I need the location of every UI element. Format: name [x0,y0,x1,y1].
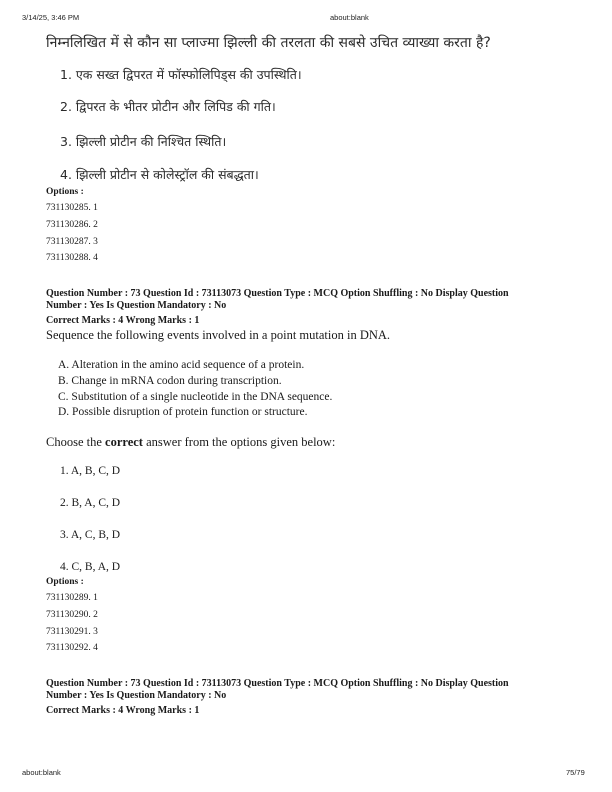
q1-choice-1: 1. एक सख्त द्विपरत में फॉस्फोलिपिड्स की उपस्थिति। [60,67,302,82]
q1-question: निम्नलिखित में से कौन सा प्लाज्मा झिल्ली की तरलता की सबसे उचित व्याख्या करता है? [46,35,491,51]
q2-choice-4: 4. C, B, A, D [60,561,121,573]
q1-option-id-3: 731130287. 3 [46,237,98,247]
q2-option-id-2: 731130290. 2 [46,610,98,620]
q2-choice-2: 2. B, A, C, D [60,497,121,509]
q1-choice-4: 4. झिल्ली प्रोटीन से कोलेस्ट्रॉल की संबद्धता। [60,167,259,182]
q2-option-id-4: 731130292. 4 [46,643,98,653]
print-title: about:blank [330,13,369,22]
q2-meta-line2: Number : Yes Is Question Mandatory : No [46,300,227,311]
footer-url: about:blank [22,768,61,777]
q2-marks: Correct Marks : 4 Wrong Marks : 1 [46,315,200,326]
q3-meta-line2: Number : Yes Is Question Mandatory : No [46,690,227,701]
q1-options-label: Options : [46,187,84,197]
q1-option-id-4: 731130288. 4 [46,253,98,263]
q2-options-label: Options : [46,577,84,587]
q1-option-id-2: 731130286. 2 [46,220,98,230]
q2-statement-d: D. Possible disruption of protein function or structure. [58,406,308,418]
q1-choice-2: 2. द्विपरत के भीतर प्रोटीन और लिपिड की गति। [60,99,276,114]
q3-meta-line1: Question Number : 73 Question Id : 73113073 Question Type : MCQ Option Shuffling : No Display Question [46,678,509,689]
q2-instruction: Choose the correct answer from the options given below: [46,435,336,449]
q2-option-id-1: 731130289. 1 [46,593,98,603]
q2-statement-c: C. Substitution of a single nucleotide in the DNA sequence. [58,391,333,403]
q2-meta-line1: Question Number : 73 Question Id : 73113073 Question Type : MCQ Option Shuffling : No Display Question [46,288,509,299]
q1-choice-3: 3. झिल्ली प्रोटीन की निश्चित स्थिति। [60,134,227,149]
q2-choice-1: 1. A, B, C, D [60,465,121,477]
q2-choice-3: 3. A, C, B, D [60,529,121,541]
q2-instruction-emphasis: correct [105,435,143,449]
q2-statement-b: B. Change in mRNA codon during transcription. [58,375,282,387]
print-datetime: 3/14/25, 3:46 PM [22,13,80,22]
page-number: 75/79 [566,768,585,777]
q3-marks: Correct Marks : 4 Wrong Marks : 1 [46,705,200,716]
q2-statement-a: A. Alteration in the amino acid sequence of a protein. [58,359,305,371]
q1-option-id-1: 731130285. 1 [46,203,98,213]
q2-option-id-3: 731130291. 3 [46,627,98,637]
q2-question: Sequence the following events involved in a point mutation in DNA. [46,328,391,342]
